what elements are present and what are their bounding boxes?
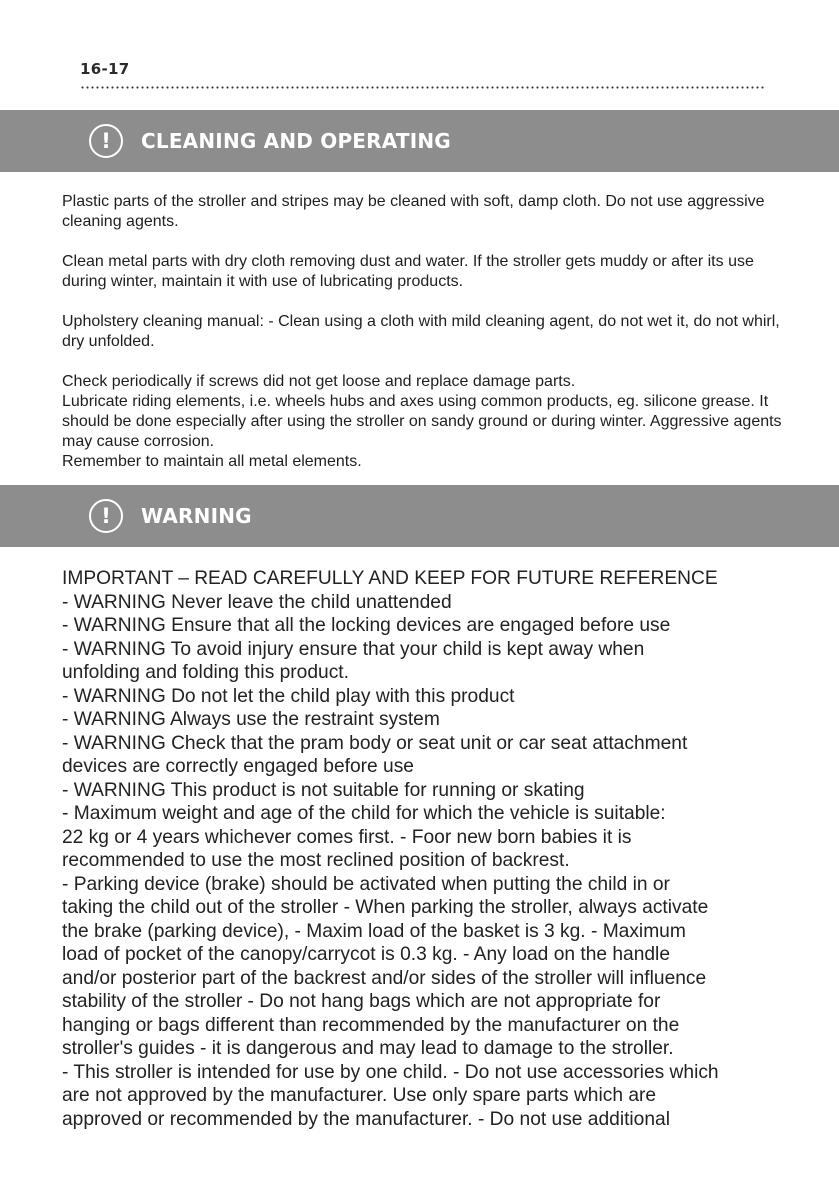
warning-line: - WARNING Ensure that all the locking devices are engaged before use — [62, 615, 671, 636]
exclamation-icon: ! — [89, 124, 123, 158]
page-number: 16-17 — [80, 60, 130, 78]
warning-line: and/or posterior part of the backrest and/or sides of the stroller will influence — [62, 967, 707, 989]
warning-line: - WARNING Do not let the child play with this product — [62, 685, 515, 707]
warning-line: the brake (parking device), - Maxim load of the basket is 3 kg. - Maximum — [62, 920, 686, 942]
warning-section-body — [62, 567, 792, 1131]
cleaning-section-header — [0, 110, 839, 172]
warning-line: devices are correctly engaged before use — [62, 756, 414, 777]
warning-line: 22 kg or 4 years whichever comes first. - Foor new born babies it is — [62, 826, 632, 848]
warning-line: - Parking device (brake) should be activated when putting the child in or — [62, 873, 670, 895]
cleaning-line: Check periodically if screws did not get loose and replace damage parts. — [62, 373, 576, 390]
cleaning-paragraph: Upholstery cleaning manual: - Clean using a cloth with mild cleaning agent, do not wet it, do not whirl, dry unfolded. — [62, 313, 780, 350]
warning-line: approved or recommended by the manufacturer. - Do not use additional — [62, 1108, 670, 1130]
warning-line: - Maximum weight and age of the child for which the vehicle is suitable: — [62, 803, 666, 824]
cleaning-maintenance-block — [62, 372, 787, 472]
warning-section-title: WARNING — [141, 504, 252, 528]
cleaning-line: Remember to maintain all metal elements. — [62, 453, 362, 470]
cleaning-paragraph: Plastic parts of the stroller and stripes may be cleaned with soft, damp cloth. Do not use aggressive cleaning agents. — [62, 193, 765, 230]
cleaning-line: Lubricate riding elements, i.e. wheels hubs and axes using common products, eg. silicone grease. It should be done especially after using the stroller on sandy ground or during winter. Aggressive agents may cause corrosion. — [62, 393, 782, 450]
warning-line: - WARNING Never leave the child unattended — [62, 591, 452, 613]
exclamation-icon: ! — [89, 499, 123, 533]
warning-line: unfolding and folding this product. — [62, 662, 349, 683]
warning-line: - WARNING Check that the pram body or seat unit or car seat attachment — [62, 732, 688, 754]
warning-line: recommended to use the most reclined position of backrest. — [62, 850, 570, 871]
warning-line: load of pocket of the canopy/carrycot is 0.3 kg. - Any load on the handle — [62, 944, 670, 965]
warning-line: - WARNING Always use the restraint system — [62, 709, 440, 730]
warning-line: are not approved by the manufacturer. Use only spare parts which are — [62, 1085, 657, 1106]
warning-line: - WARNING This product is not suitable for running or skating — [62, 779, 585, 801]
cleaning-paragraph: Clean metal parts with dry cloth removing dust and water. If the stroller gets muddy or after its use during winter, maintain it with use of lubricating products. — [62, 253, 754, 290]
warning-line: stroller's guides - it is dangerous and may lead to damage to the stroller. — [62, 1038, 674, 1059]
warning-line: - This stroller is intended for use by one child. - Do not use accessories which — [62, 1061, 719, 1083]
cleaning-section-body — [62, 192, 787, 472]
warning-section-header — [0, 485, 839, 547]
dotted-divider — [80, 86, 766, 89]
warning-line: taking the child out of the stroller - When parking the stroller, always activate — [62, 897, 709, 918]
warning-line: IMPORTANT – READ CAREFULLY AND KEEP FOR FUTURE REFERENCE — [62, 568, 718, 589]
warning-line: hanging or bags different than recommended by the manufacturer on the — [62, 1014, 680, 1036]
warning-line: - WARNING To avoid injury ensure that your child is kept away when — [62, 638, 645, 660]
warning-line: stability of the stroller - Do not hang bags which are not appropriate for — [62, 991, 661, 1012]
cleaning-section-title: CLEANING AND OPERATING — [141, 129, 451, 153]
